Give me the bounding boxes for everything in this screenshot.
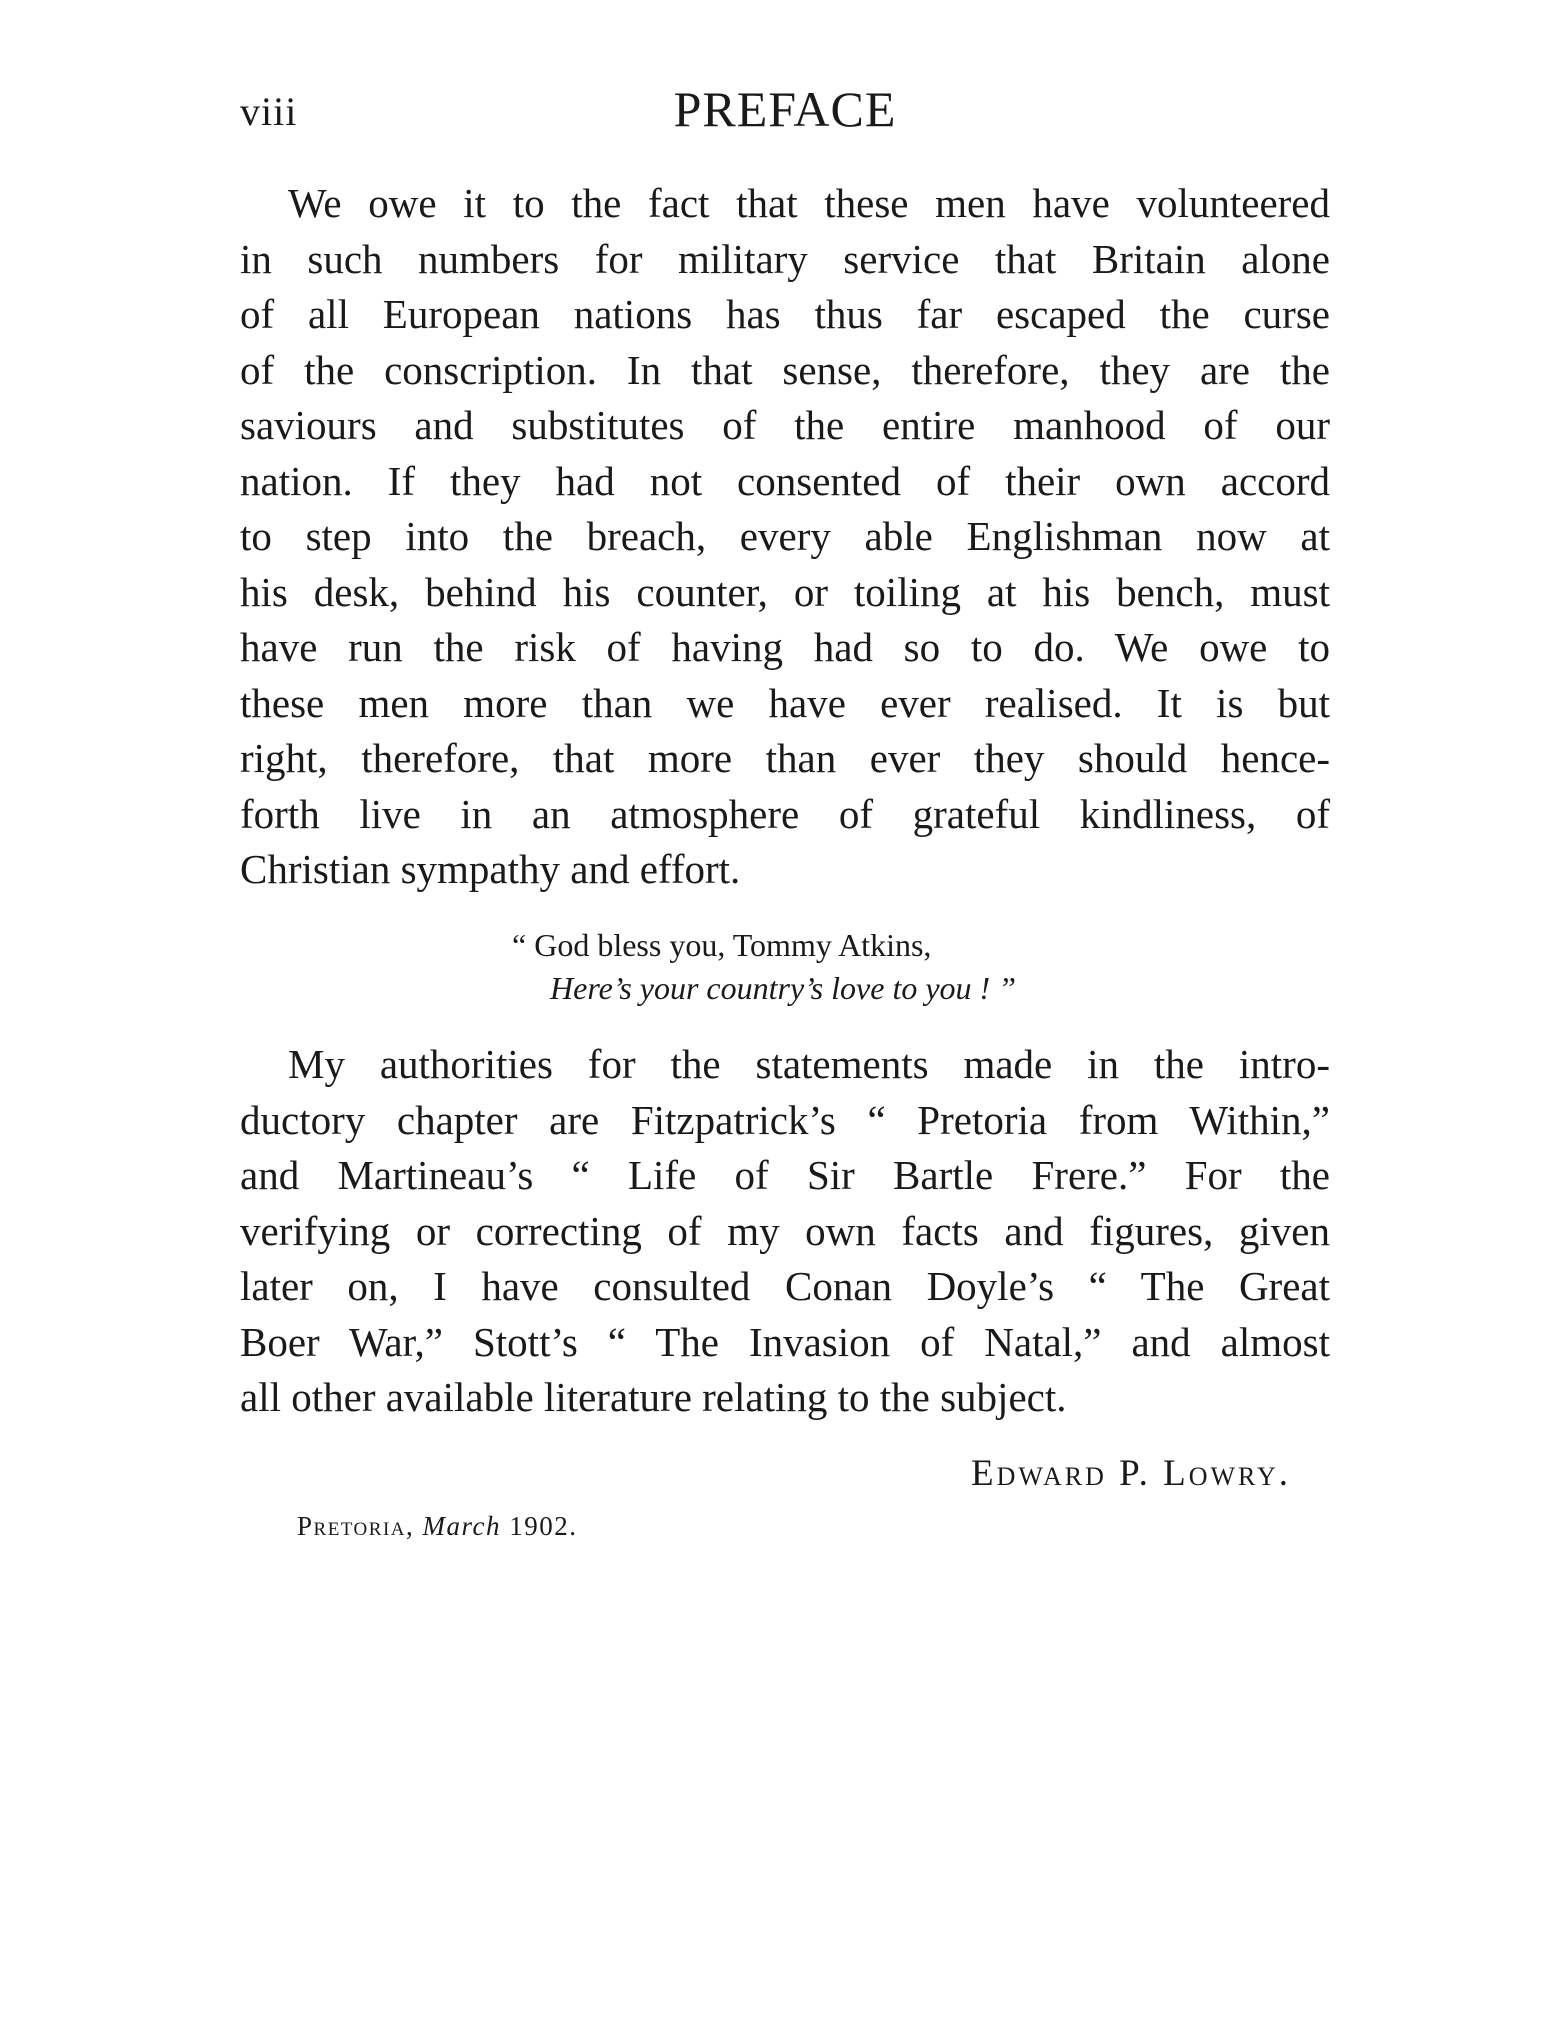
paragraph-line: to step into the breach, every able Englishman now at xyxy=(240,513,1330,559)
page-number: viii xyxy=(240,89,298,134)
preface-paragraph-2 xyxy=(240,1037,1330,1426)
running-head xyxy=(240,80,1330,150)
running-title: PREFACE xyxy=(673,81,897,137)
paragraph-line: Christian sympathy and effort. xyxy=(240,846,741,892)
paragraph-line: We owe it to the fact that these men have volunteered xyxy=(288,180,1330,226)
verse-line-2: Here’s your country’s love to you ! ” xyxy=(550,970,1016,1006)
paragraph-line: his desk, behind his counter, or toiling at his bench, must xyxy=(240,568,1330,615)
dateline-year: 1902. xyxy=(509,1511,578,1541)
verse-line-1: “ God bless you, Tommy Atkins, xyxy=(512,927,932,963)
paragraph-line: nation. If they had not consented of their own accord xyxy=(240,457,1330,504)
paragraph-line: of the conscription. In that sense, therefore, they are the xyxy=(240,346,1330,393)
verse-quotation xyxy=(512,924,1016,1010)
paragraph-line: these men more than we have ever realised. It is but xyxy=(240,679,1330,726)
preface-paragraph-1 xyxy=(240,176,1330,898)
paragraph-line: later on, I have consulted Conan Doyle’s “ The Great xyxy=(240,1263,1330,1309)
paragraph-line: verifying or correcting of my own facts and figures, given xyxy=(240,1207,1330,1254)
paragraph-line: have run the risk of having had so to do. We owe to xyxy=(240,624,1330,670)
paragraph-line: My authorities for the statements made in the intro- xyxy=(288,1041,1330,1087)
paragraph-line: and Martineau’s “ Life of Sir Bartle Frere.” For the xyxy=(240,1152,1330,1198)
dateline-place: Pretoria, xyxy=(297,1511,415,1541)
paragraph-line: of all European nations has thus far escaped the curse xyxy=(240,291,1330,337)
dateline-month: March xyxy=(422,1511,501,1541)
paragraph-line: all other available literature relating to the subject. xyxy=(240,1374,1067,1420)
paragraph-line: ductory chapter are Fitzpatrick’s “ Pretoria from Within,” xyxy=(240,1096,1330,1143)
paragraph-line: forth live in an atmosphere of grateful kindliness, of xyxy=(240,790,1330,837)
paragraph-line: Boer War,” Stott’s “ The Invasion of Natal,” and almost xyxy=(240,1318,1330,1365)
dateline xyxy=(297,1511,577,1542)
paragraph-line: right, therefore, that more than ever they should hence- xyxy=(240,735,1330,781)
author-signature: Edward P. Lowry. xyxy=(970,1453,1291,1494)
paragraph-line: saviours and substitutes of the entire manhood of our xyxy=(240,402,1330,448)
paragraph-line: in such numbers for military service that Britain alone xyxy=(240,235,1330,282)
